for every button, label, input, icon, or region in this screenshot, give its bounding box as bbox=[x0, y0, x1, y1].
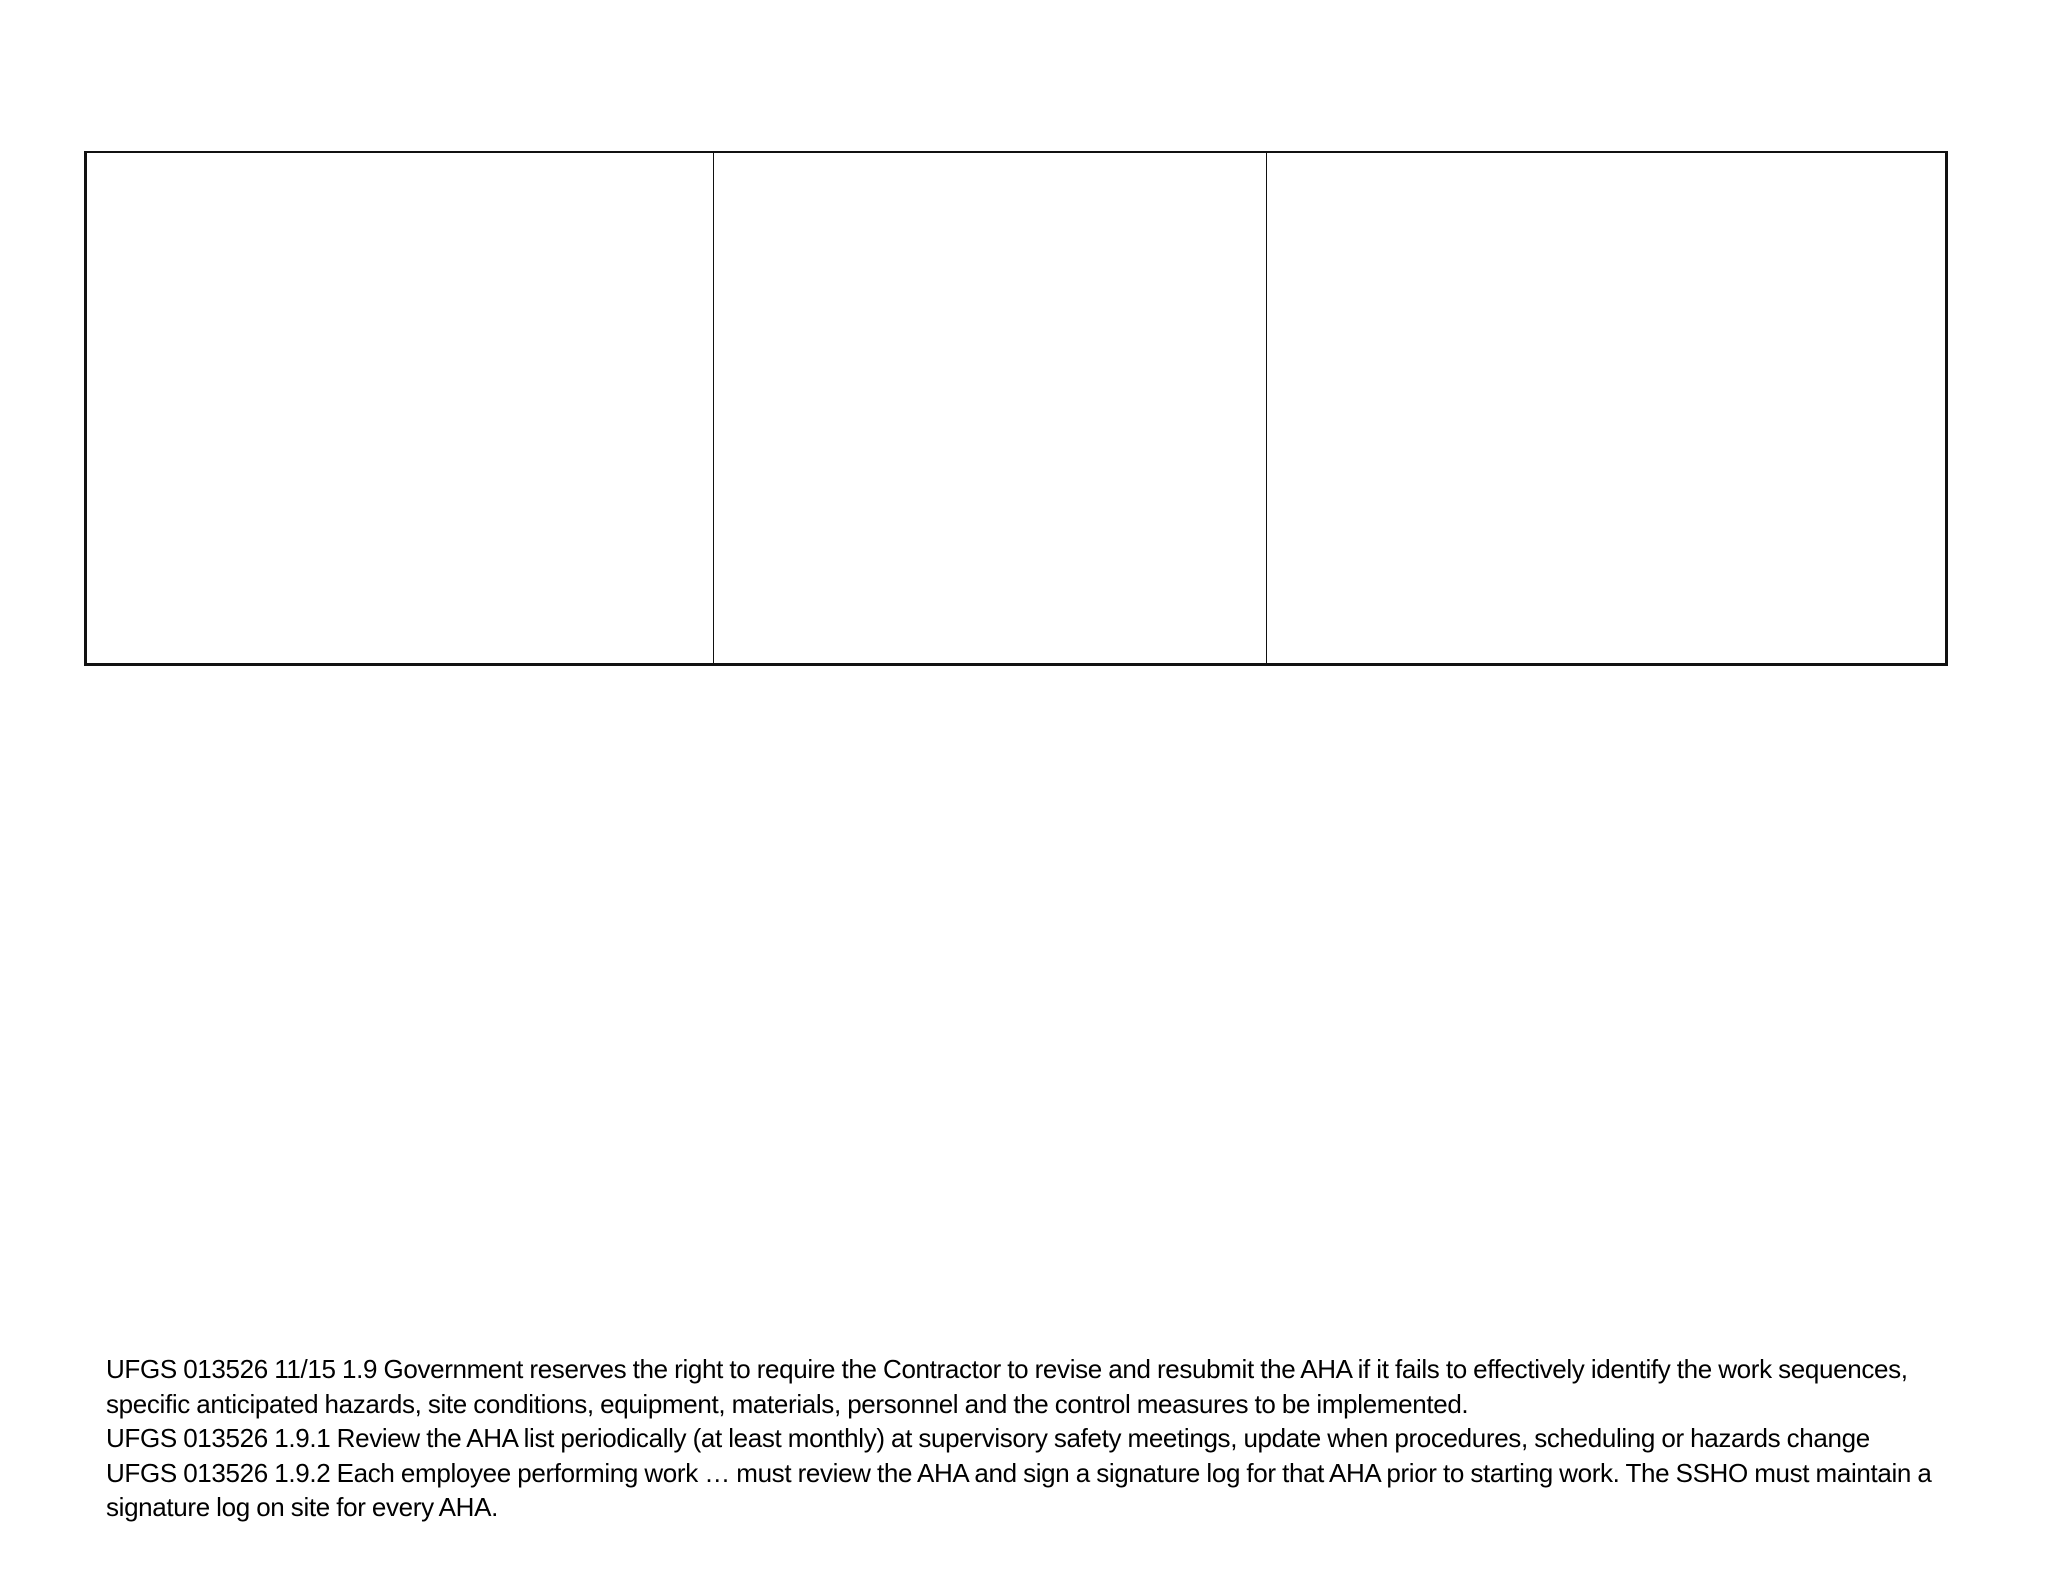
table-cell-2[interactable] bbox=[714, 153, 1267, 663]
footnotes bbox=[106, 1352, 1986, 1525]
table-cell-1[interactable] bbox=[87, 153, 714, 663]
table-cell-3[interactable] bbox=[1267, 153, 1945, 663]
footnote-1-9-2: UFGS 013526 1.9.2 Each employee performing work … must review the AHA and sign a signature log for that AHA prior to starting work. The SSHO must maintain a signature log on site for every AHA. bbox=[106, 1457, 1932, 1522]
footnote-1-9: UFGS 013526 11/15 1.9 Government reserves the right to require the Contractor to revise and resubmit the AHA if it fails to effectively identify the work sequences, specific anticipated hazards, site conditions, equipment, materials, personnel and the control measures to be implemented. bbox=[106, 1354, 1908, 1419]
aha-form-table bbox=[84, 151, 1948, 666]
footnote-1-9-1: UFGS 013526 1.9.1 Review the AHA list periodically (at least monthly) at supervisory safety meetings, update when procedures, scheduling or hazards change bbox=[106, 1423, 1870, 1453]
